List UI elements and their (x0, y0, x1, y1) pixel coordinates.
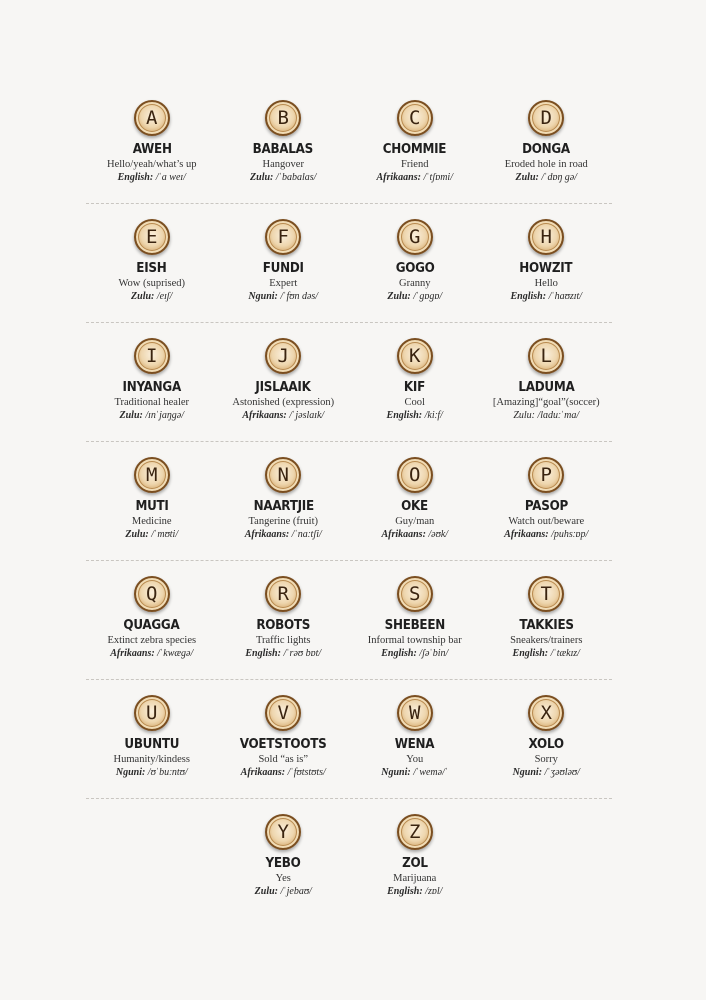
entry-word: OKE (401, 499, 429, 514)
entry-origin (377, 172, 453, 183)
entry-meaning: Informal township bar (367, 635, 462, 646)
entry-meaning: Traditional healer (114, 397, 190, 408)
entry-language: English: (117, 172, 154, 183)
typewriter-key-letter: J (265, 338, 301, 374)
entry-meaning: Eroded hole in road (504, 159, 588, 170)
entry-word: ROBOTS (256, 618, 311, 633)
typewriter-key-letter: N (265, 457, 301, 493)
entry-pronunciation: /ˈbabalas/ (275, 172, 317, 183)
entry-language: Zulu: (250, 172, 274, 183)
typewriter-key-letter: D (528, 100, 564, 136)
glossary-entry (218, 84, 350, 203)
entry-word: QUAGGA (123, 618, 180, 633)
entry-language: English: (512, 648, 549, 659)
entry-origin (120, 410, 184, 421)
glossary-entry (349, 679, 481, 798)
glossary-entry (349, 203, 481, 322)
entry-origin (381, 648, 448, 659)
entry-word: JISLAAIK (255, 380, 311, 395)
entry-language: Afrikaans: (242, 410, 287, 421)
typewriter-key-letter: I (134, 338, 170, 374)
entry-origin (131, 291, 172, 302)
entry-meaning: Tangerine (fruit) (248, 516, 319, 527)
entry-origin (513, 767, 580, 778)
entry-language: English: (386, 410, 423, 421)
entry-pronunciation: /ˈwemə/ˈ (413, 767, 449, 778)
entry-origin (110, 648, 193, 659)
entry-word: HOWZIT (519, 261, 573, 276)
glossary-row (86, 798, 612, 917)
entry-pronunciation: /ˈhaʊzɪt/ (548, 291, 583, 302)
entry-language: Zulu: (125, 529, 149, 540)
entry-origin (381, 529, 448, 540)
glossary-entry (481, 560, 613, 679)
typewriter-key-letter: E (134, 219, 170, 255)
entry-pronunciation: /ˈfʊn dəs/ (280, 291, 319, 302)
entry-origin (250, 172, 316, 183)
entry-meaning: [Amazing]“goal”(soccer) (492, 397, 600, 408)
entry-word: XOLO (528, 737, 564, 752)
glossary-entry (481, 322, 613, 441)
glossary-entry (218, 560, 350, 679)
entry-pronunciation: /eɪʃ/ (156, 291, 173, 302)
glossary-entry (86, 441, 218, 560)
glossary-entry (349, 322, 481, 441)
entry-language: English: (387, 886, 423, 897)
typewriter-key-letter: W (397, 695, 433, 731)
entry-origin (510, 291, 582, 302)
entry-language: Zulu: (131, 291, 155, 302)
glossary-entry (481, 84, 613, 203)
entry-word: ZOL (401, 856, 428, 871)
entry-pronunciation: /ˈgɒgɒ/ (413, 291, 443, 302)
glossary-entry (218, 679, 350, 798)
entry-meaning: Expert (269, 278, 298, 289)
entry-language: Afrikaans: (381, 529, 426, 540)
entry-word: YEBO (265, 856, 301, 871)
glossary-entry (218, 322, 350, 441)
typewriter-key-letter: L (528, 338, 564, 374)
entry-origin (387, 291, 442, 302)
entry-word: TAKKIES (519, 618, 574, 633)
glossary-entry (86, 84, 218, 203)
typewriter-key-letter: F (265, 219, 301, 255)
entry-pronunciation: /ʊˈbuːntʊ/ (147, 767, 188, 778)
entry-pronunciation: /ˈtʃɒmi/ (423, 172, 453, 183)
entry-word: PASOP (524, 499, 568, 514)
entry-meaning: Hangover (262, 159, 304, 170)
glossary-row (86, 560, 612, 680)
entry-origin (245, 529, 322, 540)
entry-word: DONGA (522, 142, 571, 157)
glossary-row (86, 322, 612, 442)
entry-language: Afrikaans: (504, 529, 549, 540)
glossary-row (86, 84, 612, 204)
typewriter-key-letter: P (528, 457, 564, 493)
typewriter-key-letter: O (397, 457, 433, 493)
entry-word: AWEH (132, 142, 172, 157)
entry-word: INYANGA (122, 380, 181, 395)
typewriter-key-letter: G (397, 219, 433, 255)
entry-pronunciation: /ˈmʊti/ (151, 529, 179, 540)
entry-pronunciation: /ʃəˈbin/ (419, 648, 449, 659)
entry-pronunciation: /zɒl/ (425, 886, 443, 897)
entry-language: Zulu: (515, 172, 539, 183)
typewriter-key-letter: Q (134, 576, 170, 612)
entry-language: Afrikaans: (376, 172, 421, 183)
entry-pronunciation: /ˈnaːtʃi/ (291, 529, 322, 540)
entry-word: GOGO (395, 261, 435, 276)
entry-origin (387, 410, 443, 421)
entry-meaning: Medicine (131, 516, 172, 527)
entry-meaning: Marijuana (393, 873, 437, 884)
glossary-entry (349, 84, 481, 203)
entry-pronunciation: /ˈa weɪ/ (155, 172, 186, 183)
entry-meaning: Wow (suprised) (118, 278, 186, 289)
entry-language: Zulu: (119, 410, 143, 421)
entry-word: EISH (136, 261, 167, 276)
entry-origin (381, 767, 448, 778)
glossary-entry (86, 322, 218, 441)
entry-language: Nguni: (248, 291, 278, 302)
glossary-entry (349, 798, 481, 917)
entry-pronunciation: /əʊk/ (428, 529, 449, 540)
entry-origin (242, 410, 324, 421)
entry-meaning: Friend (401, 159, 429, 170)
entry-origin (118, 172, 186, 183)
typewriter-key-letter: C (397, 100, 433, 136)
entry-word: SHEBEEN (384, 618, 445, 633)
typewriter-key-letter: R (265, 576, 301, 612)
typewriter-key-letter: X (528, 695, 564, 731)
entry-pronunciation: /lɑduːˈma/ (537, 410, 580, 421)
glossary-entry (481, 441, 613, 560)
entry-language: Afrikaans: (244, 529, 290, 540)
entry-pronunciation: /kiːf/ (424, 410, 443, 421)
entry-pronunciation: /puhsːɒp/ (551, 529, 589, 540)
entry-origin (245, 648, 321, 659)
entry-word: BABALAS (253, 142, 314, 157)
entry-origin (504, 529, 588, 540)
entry-origin (513, 648, 580, 659)
glossary-entry (86, 203, 218, 322)
glossary-entry (349, 560, 481, 679)
entry-pronunciation: /ˈfʊtstʊts/ (287, 767, 326, 778)
glossary-entry (86, 679, 218, 798)
entry-meaning: Sorry (534, 754, 558, 765)
entry-meaning: Guy/man (395, 516, 435, 527)
entry-language: Zulu: (254, 886, 279, 897)
glossary-entry (86, 560, 218, 679)
entry-origin (241, 767, 326, 778)
entry-language: English: (381, 648, 417, 659)
entry-meaning: Humanity/kindess (113, 754, 190, 765)
entry-language: English: (245, 648, 281, 659)
typewriter-key-letter: B (265, 100, 301, 136)
typewriter-key-letter: Z (397, 814, 433, 850)
glossary-row (86, 679, 612, 799)
entry-language: Zulu: (513, 410, 535, 421)
typewriter-key-letter: M (134, 457, 170, 493)
entry-origin (516, 172, 578, 183)
entry-pronunciation: /ˈtækɪz/ (550, 648, 580, 659)
entry-origin (248, 291, 318, 302)
typewriter-key-letter: A (134, 100, 170, 136)
typewriter-key-letter: V (265, 695, 301, 731)
glossary-entry (481, 679, 613, 798)
entry-origin (116, 767, 188, 778)
glossary-row (86, 203, 612, 323)
entry-meaning: Granny (399, 278, 431, 289)
entry-word: VOETSTOOTS (239, 737, 327, 752)
glossary-row (86, 441, 612, 561)
entry-language: Afrikaans: (240, 767, 286, 778)
entry-pronunciation: /ˈdɒŋ gə/ (541, 172, 577, 183)
glossary-entry (349, 441, 481, 560)
entry-word: MUTI (135, 499, 169, 514)
typewriter-key-letter: S (397, 576, 433, 612)
entry-meaning: Yes (275, 873, 291, 884)
entry-word: UBUNTU (124, 737, 180, 752)
entry-pronunciation: /ˈjəslaɪk/ (289, 410, 325, 421)
entry-word: KIF (404, 380, 426, 395)
entry-language: Zulu: (387, 291, 411, 302)
glossary-entry (218, 203, 350, 322)
entry-meaning: Extinct zebra species (107, 635, 197, 646)
entry-language: Afrikaans: (110, 648, 155, 659)
entry-meaning: Watch out/beware (508, 516, 585, 527)
entry-meaning: Sold “as is” (258, 754, 309, 765)
entry-word: FUNDI (262, 261, 304, 276)
typewriter-key-letter: Y (265, 814, 301, 850)
entry-pronunciation: /ˈjebaʊ/ (280, 886, 312, 897)
entry-origin (387, 886, 442, 897)
entry-word: CHOMMIE (383, 142, 447, 157)
entry-language: Nguni: (381, 767, 411, 778)
glossary-entry (218, 441, 350, 560)
glossary-entry (481, 203, 613, 322)
entry-origin (513, 410, 579, 421)
entry-meaning: Sneakers/trainers (510, 635, 583, 646)
entry-meaning: You (406, 754, 424, 765)
entry-pronunciation: /ˈrəʊ bɒt/ (283, 648, 322, 659)
entry-pronunciation: /ˈʒəʊləʊ/ (544, 767, 580, 778)
entry-meaning: Astonished (expression) (232, 397, 335, 408)
typewriter-key-letter: H (528, 219, 564, 255)
entry-word: NAARTJIE (253, 499, 314, 514)
entry-meaning: Hello (534, 278, 558, 289)
entry-language: English: (510, 291, 547, 302)
entry-word: WENA (394, 737, 435, 752)
entry-language: Nguni: (512, 767, 543, 778)
entry-word: LADUMA (518, 380, 575, 395)
entry-pronunciation: /ɪnˈjaŋgə/ (145, 410, 184, 421)
glossary-entry (218, 798, 350, 917)
typewriter-key-letter: U (134, 695, 170, 731)
entry-origin (125, 529, 178, 540)
entry-meaning: Traffic lights (255, 635, 311, 646)
entry-language: Nguni: (115, 767, 146, 778)
entry-origin (255, 886, 312, 897)
entry-meaning: Hello/yeah/what’s up (106, 159, 197, 170)
typewriter-key-letter: K (397, 338, 433, 374)
typewriter-key-letter: T (528, 576, 564, 612)
entry-meaning: Cool (404, 397, 425, 408)
entry-pronunciation: /ˈkwægə/ (157, 648, 194, 659)
